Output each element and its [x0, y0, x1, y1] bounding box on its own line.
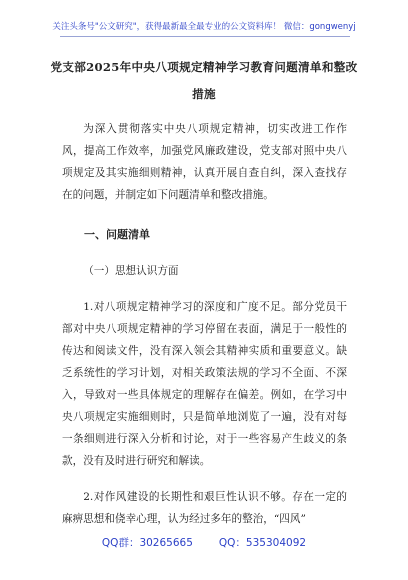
document-body — [62, 118, 347, 530]
header-divider — [60, 36, 350, 37]
problem-item-2: 2.对作风建设的长期性和艰巨性认识不够。存在一定的麻痹思想和侥幸心理，认为经过多年的整治，“四风” — [62, 491, 347, 525]
footer-qq-number: QQ：535304092 — [218, 537, 307, 549]
intro-paragraph: 为深入贯彻落实中央八项规定精神，切实改进工作作风，提高工作效率，加强党风廉政建设，党支部对照中央八项规定及其实施细则精神，认真开展自查自纠，深入查找存在的问题，并制定如下问题清单和整改措施。 — [62, 123, 347, 201]
header-banner: 关注头条号"公文研究"，获得最新最全最专业的公文资料库！ 微信：gongwenyj — [52, 22, 356, 32]
section-heading: 一、问题清单 — [84, 228, 150, 241]
footer-contact — [0, 535, 408, 550]
subsection-heading: （一）思想认识方面 — [83, 265, 179, 277]
footer-qq-group: QQ群：30265665 — [101, 537, 193, 549]
document-title: 党支部2025年中央八项规定精神学习教育问题清单和整改措施 — [50, 60, 358, 101]
problem-item-1: 1.对八项规定精神学习的深度和广度不足。部分党员干部对中央八项规定精神的学习停留在表面，满足于一般性的传达和阅读文件，没有深入领会其精神实质和重要意义。缺乏系统性的学习计划，对相关政策法规的学习不全面、不深入，导致对一些具体规定的理解存在偏差。例如，在学习中央八项规定实施细则时，只是简单地浏览了一遍，没有对每一条细则进行深入分析和讨论，对于一些容易产生歧义的条款，没有及时进行研究和解读。 — [62, 301, 347, 467]
